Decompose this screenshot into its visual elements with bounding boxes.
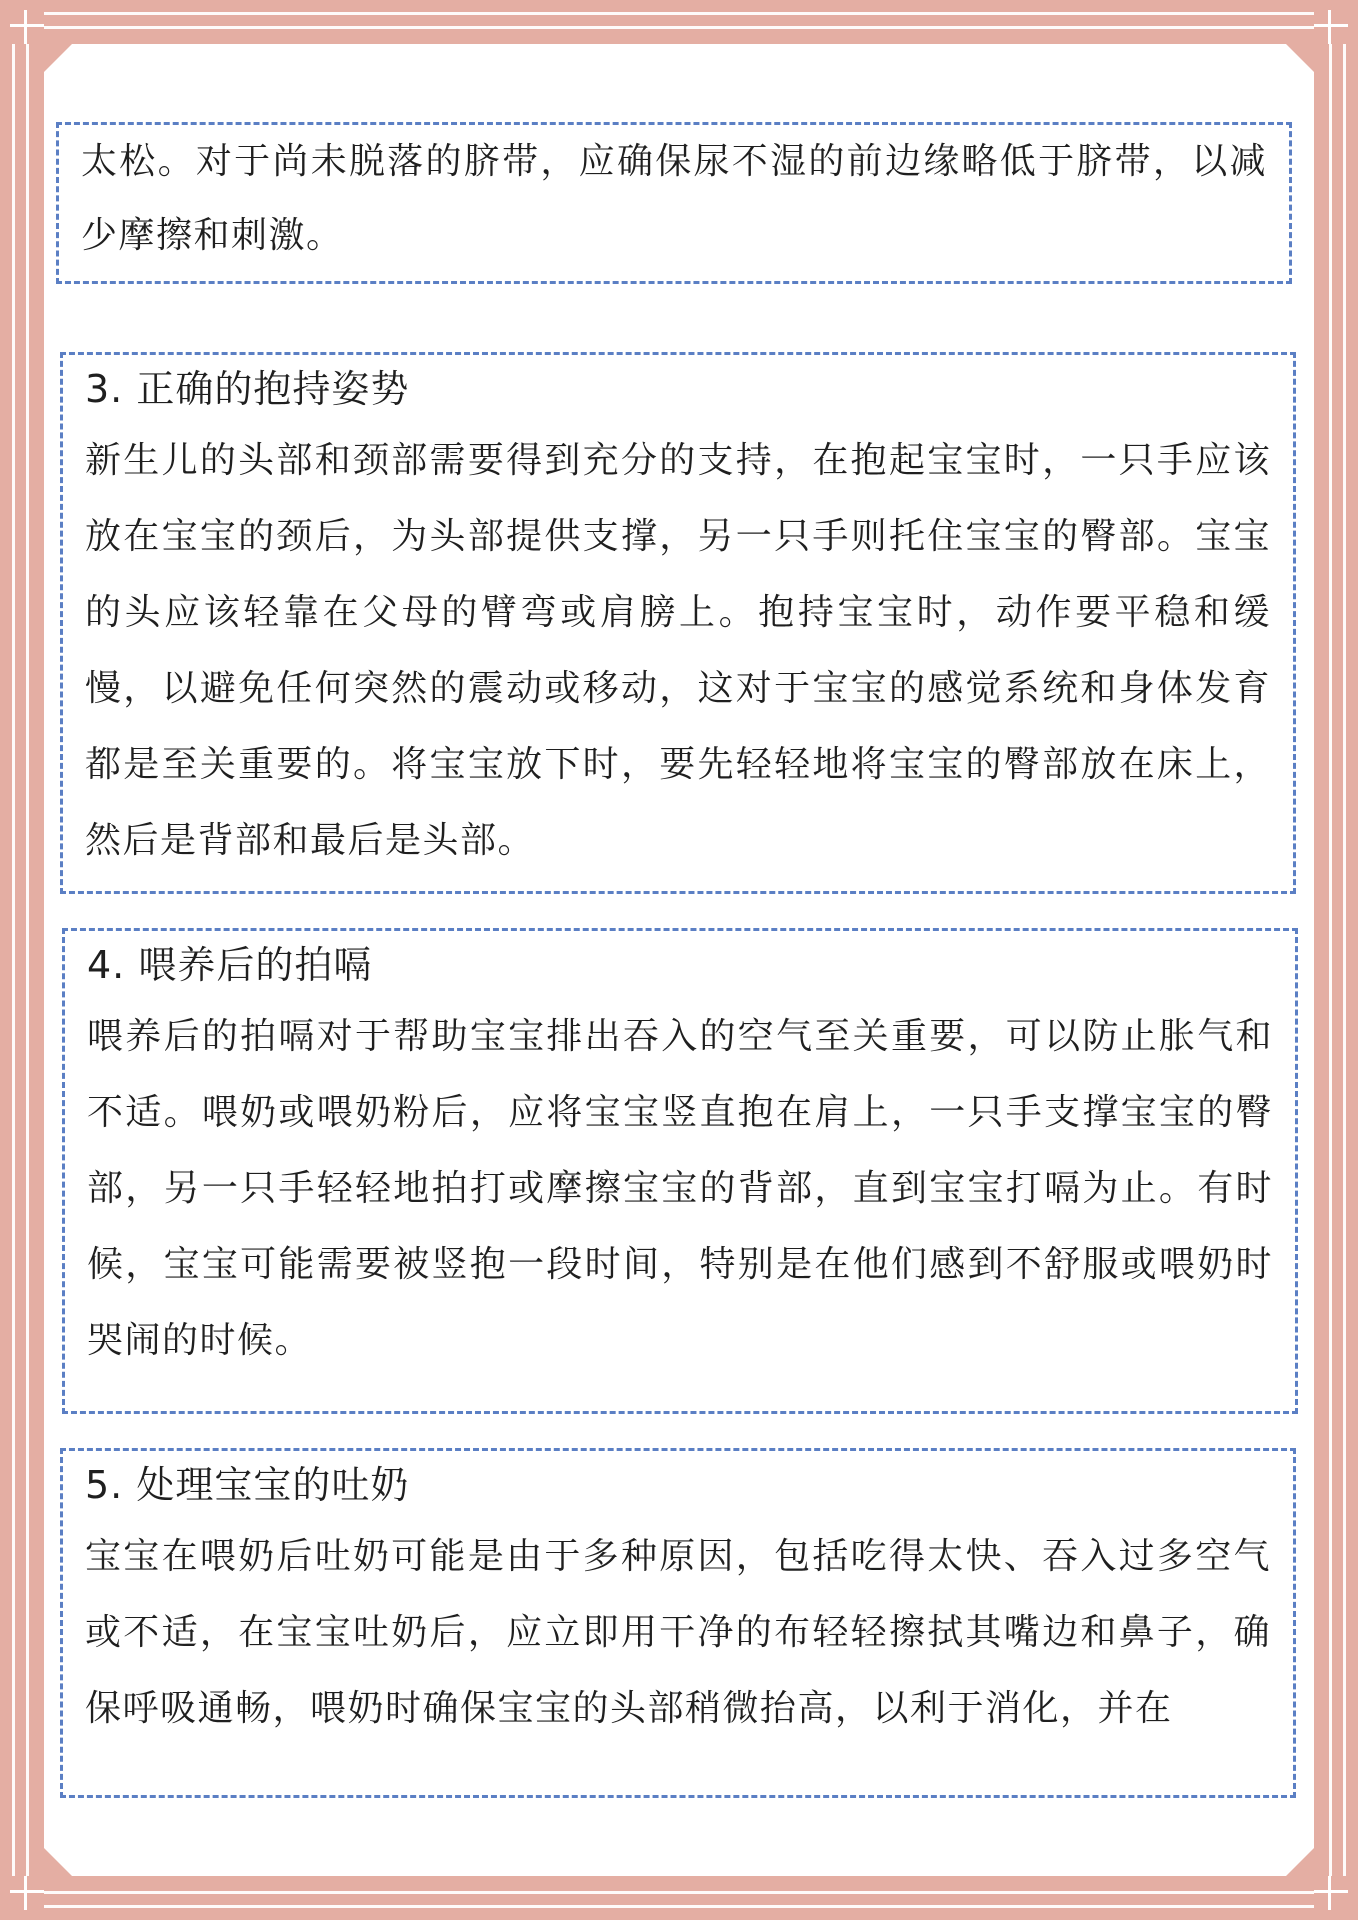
section-continued-box: [56, 122, 1292, 284]
section-5-box: [60, 1448, 1296, 1798]
corner-ornament-bottom-left: [10, 1876, 44, 1910]
section-3-text: 新生儿的头部和颈部需要得到充分的支持，在抱起宝宝时，一只手应该放在宝宝的颈后，为头部提供支撑，另一只手则托住宝宝的臀部。宝宝的头应该轻靠在父母的臂弯或肩膀上。抱持宝宝时，动作要平稳和缓慢，以避免任何突然的震动或移动，这对于宝宝的感觉系统和身体发育都是至关重要的。将宝宝放下时，要先轻轻地将宝宝的臀部放在床上，然后是背部和最后是头部。: [85, 440, 1271, 861]
corner-ornament-top-right: [1314, 10, 1348, 44]
section-3-box: [60, 352, 1296, 894]
section-3-title: 3. 正确的抱持姿势: [85, 367, 410, 411]
section-5-title: 5. 处理宝宝的吐奶: [85, 1463, 410, 1507]
section-continued-text: 太松。对于尚未脱落的脐带，应确保尿不湿的前边缘略低于脐带，以减少摩擦和刺激。: [81, 141, 1267, 256]
corner-ornament-bottom-right: [1314, 1876, 1348, 1910]
section-4-title: 4. 喂养后的拍嗝: [87, 943, 373, 987]
section-4-text: 喂养后的拍嗝对于帮助宝宝排出吞入的空气至关重要，可以防止胀气和不适。喂奶或喂奶粉后，应将宝宝竖直抱在肩上，一只手支撑宝宝的臀部，另一只手轻轻地拍打或摩擦宝宝的背部，直到宝宝打嗝为止。有时候，宝宝可能需要被竖抱一段时间，特别是在他们感到不舒服或喂奶时哭闹的时候。: [87, 1016, 1273, 1361]
corner-ornament-top-left: [10, 10, 44, 44]
section-4-box: [62, 928, 1298, 1414]
section-5-text: 宝宝在喂奶后吐奶可能是由于多种原因，包括吃得太快、吞入过多空气或不适，在宝宝吐奶后，应立即用干净的布轻轻擦拭其嘴边和鼻子，确保呼吸通畅，喂奶时确保宝宝的头部稍微抬高，以利于消化，并在: [85, 1536, 1271, 1729]
